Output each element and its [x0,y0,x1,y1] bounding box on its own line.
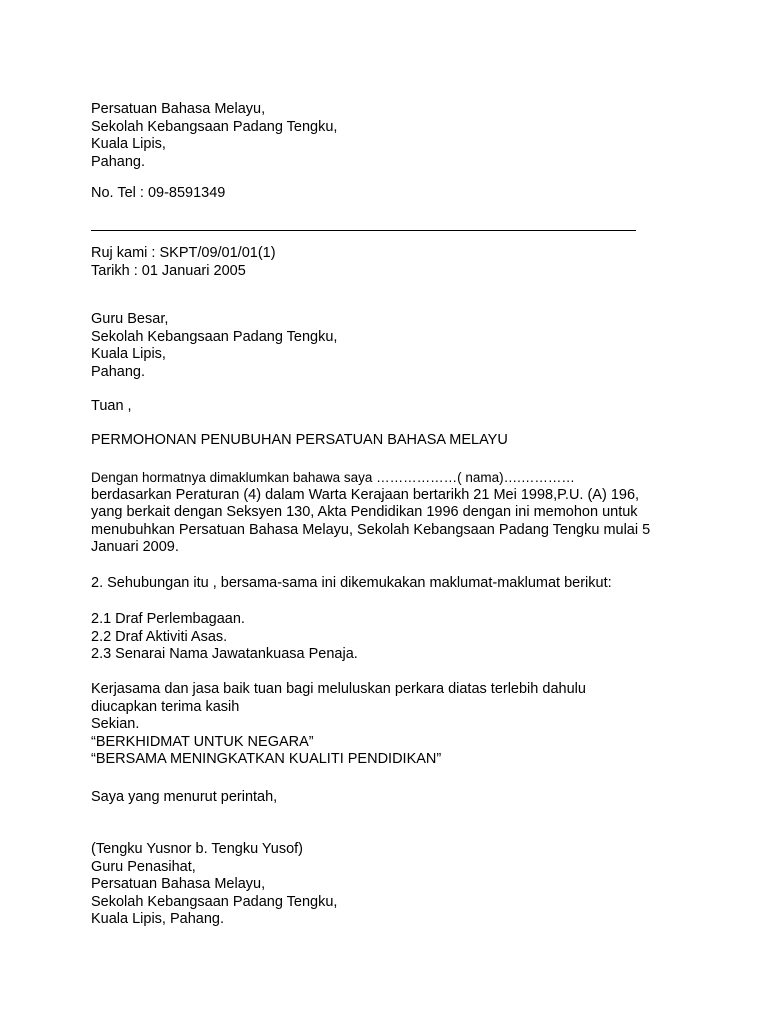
signatory-name: (Tengku Yusnor b. Tengku Yusof) [91,841,304,857]
list-item: 2.2 Draf Aktiviti Asas. [91,628,228,645]
subject [91,432,691,450]
signatory-title: Guru Penasihat, [91,858,196,875]
address-line: Kuala Lipis, [91,346,166,362]
address-line: Pahang. [91,153,146,170]
sender-address [91,101,691,171]
paragraph-line: 2. Sehubungan itu , bersama-sama ini dikemukakan maklumat-maklumat berikut: [91,575,612,591]
address-line: Sekolah Kebangsaan Padang Tengku, [91,893,338,910]
subject-text: PERMOHONAN PENUBUHAN PERSATUAN BAHASA MELAYU [91,432,508,448]
paragraph-line: yang berkait dengan Seksyen 130, Akta Pendidikan 1996 dengan ini memohon untuk [91,504,638,520]
telephone-line: No. Tel : 09-8591349 [91,185,226,201]
paragraph-line: Dengan hormatnya dimaklumkan bahawa saya ………………( nama)….………… [91,470,575,485]
motto-line: “BERSAMA MENINGKATKAN KUALITI PENDIDIKAN” [91,751,442,767]
address-line: Sekolah Kebangsaan Padang Tengku, [91,328,338,345]
closing-paragraph [91,681,691,769]
signoff-text: Saya yang menurut perintah, [91,789,278,805]
motto-line: “BERKHIDMAT UNTUK NEGARA” [91,733,314,750]
recipient-address [91,311,691,381]
closing-line: Sekian. [91,716,140,732]
address-line: Guru Besar, [91,311,169,327]
header-divider [91,230,636,231]
address-line: Kuala Lipis, Pahang. [91,911,225,927]
paragraph-line: Januari 2009. [91,539,179,555]
paragraph-1 [91,469,691,557]
address-line: Pahang. [91,363,146,380]
address-line: Persatuan Bahasa Melayu, [91,101,266,117]
salutation-text: Tuan , [91,398,132,414]
closing-line: diucapkan terima kasih [91,698,240,715]
paragraph-2 [91,575,691,593]
reference-number: Ruj kami : SKPT/09/01/01(1) [91,245,276,261]
reference-block [91,245,691,280]
list-item: 2.3 Senarai Nama Jawatankuasa Penaja. [91,646,358,662]
paragraph-line: menubuhkan Persatuan Bahasa Melayu, Sekolah Kebangsaan Padang Tengku mulai 5 [91,521,651,538]
address-line: Persatuan Bahasa Melayu, [91,876,266,892]
attachment-list [91,611,691,664]
salutation [91,398,691,416]
letter-date: Tarikh : 01 Januari 2005 [91,262,246,279]
list-item: 2.1 Draf Perlembagaan. [91,611,245,627]
signature-block [91,841,691,929]
closing-line: Kerjasama dan jasa baik tuan bagi meluluskan perkara diatas terlebih dahulu [91,681,586,697]
address-line: Sekolah Kebangsaan Padang Tengku, [91,118,338,135]
paragraph-line: berdasarkan Peraturan (4) dalam Warta Kerajaan bertarikh 21 Mei 1998,P.U. (A) 196, [91,486,640,503]
address-line: Kuala Lipis, [91,136,166,152]
signoff [91,789,691,807]
telephone [91,185,691,203]
